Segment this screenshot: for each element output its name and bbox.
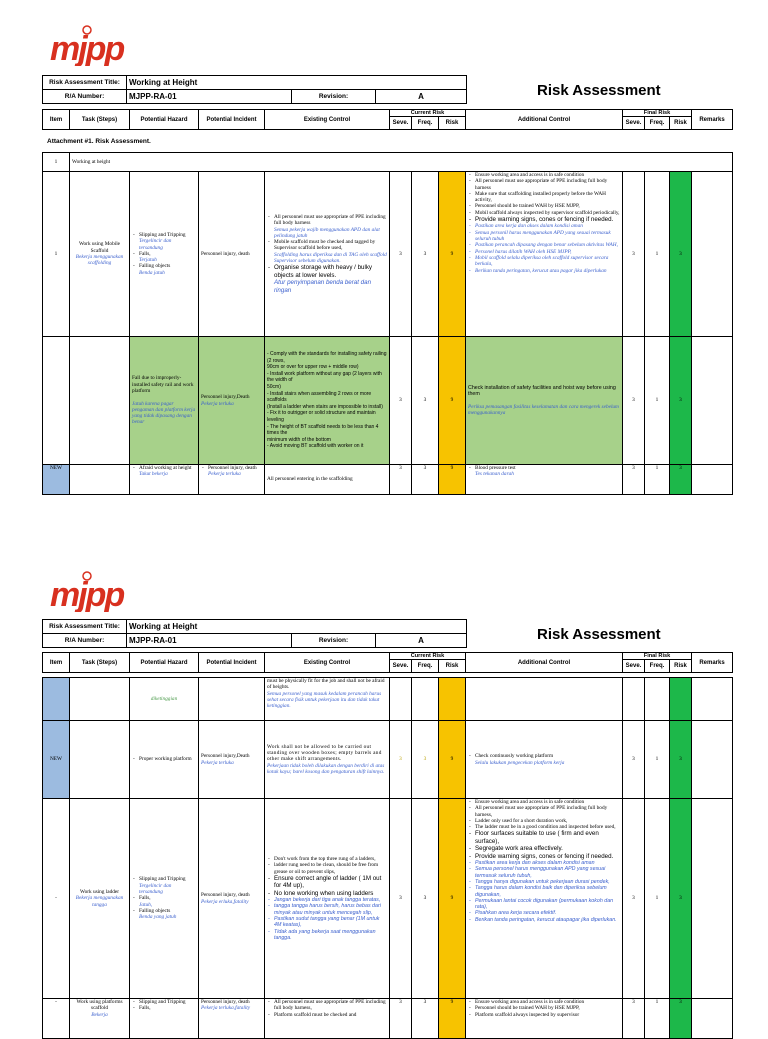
additional-cell: - Ensure working area and access is in safe condition - All personnel must use appropriate of PPE including full body harness - Make sure that scaffolding installed properly before the WAH activity, - Personnel should be trained WAH by HSE MJPP, - Mobil scaffold always inspected by supervisor scaffold periodically, - Provide warning signs, cones or fencing if needed. - Pastikan area kerja dan akses dalam kondisi aman - Semua personil harus menggunakan APD yang sesuai termasuk seluruh tubuh - Pastikan perancah dipasang dengan benar sebelum aktivitas WAH, - Personel harus dilatih WAH oleh HSE MJPP, - Mobil scaffold selalu diperiksa oleh scaffold supervisor secara berkala, - Berikan tanda peringatan, kerucut atau pagar jika diperlukan <box>466 172 623 337</box>
freq-cell: 3 <box>412 999 439 1039</box>
svg-text:mjpp: mjpp <box>50 30 124 66</box>
col-hazard: Potential Hazard <box>130 653 199 673</box>
col-remarks: Remarks <box>692 653 733 673</box>
document-title: Risk Assessment <box>537 626 661 643</box>
hazard-cell: - Afraid working at height Takut bekerja <box>130 465 199 495</box>
header-table <box>42 75 467 104</box>
col-final-freq: Freq. <box>645 660 670 673</box>
risk-cell: 9 <box>439 721 466 799</box>
col-remarks: Remarks <box>692 110 733 130</box>
final-seve-cell: 3 <box>623 172 645 337</box>
final-risk-cell: 3 <box>670 999 692 1039</box>
incident-cell: Personnel injury, death <box>199 172 265 337</box>
col-final-risk: Final Risk <box>623 653 692 660</box>
final-seve-cell: 3 <box>623 337 645 465</box>
col-item: Item <box>43 653 70 673</box>
final-freq-cell: 1 <box>645 465 670 495</box>
table-row <box>43 678 733 721</box>
risk-cell: 9 <box>439 465 466 495</box>
remarks-cell <box>692 799 733 999</box>
col-freq: Freq. <box>412 660 439 673</box>
final-risk-cell: 3 <box>670 799 692 999</box>
hazard-cell: - Slipping and Tripping - Falls, <box>130 999 199 1039</box>
title-value: Working at Height <box>127 620 467 634</box>
additional-cell: Check installation of safety facilities and hoist way before using them Periksa pemasangan fasilitas keselamatan dan cara mengerek sebelum menggunakannya <box>466 337 623 465</box>
incident-cell: Personnel injury,Death Pekerja terluka <box>199 721 265 799</box>
col-task: Task (Steps) <box>70 653 130 673</box>
task-cell <box>70 465 130 495</box>
ra-number-label: R/A Number: <box>43 634 127 648</box>
final-risk-cell: 3 <box>670 172 692 337</box>
company-logo <box>50 570 145 610</box>
control-cell: - All personnel must use appropriate of PPE including full body harness, - Platform scaffold must be checked and <box>265 999 390 1039</box>
col-final-risk: Final Risk <box>623 110 692 117</box>
task-cell <box>70 678 130 721</box>
col-seve: Seve. <box>390 660 412 673</box>
final-risk-cell: 3 <box>670 337 692 465</box>
task-cell: Work using platforms scaffold Bekerja <box>70 999 130 1039</box>
final-freq-cell: 1 <box>645 337 670 465</box>
hazard-cell: Fall due to improperly-installed safety rail and work platform Jatuh karena pagar pengaman dan platform kerja yang tidak dipasang dengan benar <box>130 337 199 465</box>
item-cell: 1 <box>43 172 70 337</box>
table-row <box>43 799 733 999</box>
table-row <box>43 465 733 495</box>
final-freq-cell: 1 <box>645 721 670 799</box>
final-freq-cell <box>645 678 670 721</box>
col-control: Existing Control <box>265 110 390 130</box>
ra-number-label: R/A Number: <box>43 90 127 104</box>
item-cell: NEW <box>43 465 70 495</box>
col-hazard: Potential Hazard <box>130 110 199 130</box>
remarks-cell <box>692 678 733 721</box>
revision-label: Revision: <box>292 90 376 104</box>
final-freq-cell: 1 <box>645 172 670 337</box>
col-incident: Potential Incident <box>199 110 265 130</box>
col-final-freq: Freq. <box>645 117 670 130</box>
company-logo <box>50 24 145 64</box>
col-freq: Freq. <box>412 117 439 130</box>
risk-cell: 9 <box>439 799 466 999</box>
incident-cell: Personnel injury, death Pekerja erluka,fatality <box>199 799 265 999</box>
col-current-risk: Current Risk <box>390 110 466 117</box>
additional-cell: - Ensure working area and access is in safe condition - All personnel must use appropriate of PPE including full body harness, - Ladder only used for a short duration work, - The ladder must be in a good condition and inspected before used, - Floor surfaces suitable to use ( firm and even surface), - Segregate work area effectively. - Provide warning signs, cones or fencing if needed. - Pastikan area kerja dan akses dalam kondisi aman - Semua personel harus menggunakan APD yang sesuai termasuk seluruh tubuh, - Tangga hanya digunakan untuk pekerjaan durasi pendek, - Tangga harus dalam kondisi baik dan diperiksa sebelum digunakan, - Permukaan lantai cocok digunakan (permukaan kokoh dan rata), - Pisahkan area kerja secara efektif. - Berikan tanda peringatan, kerucut ataupagar jika diperlukan. <box>466 799 623 999</box>
col-risk: Risk <box>439 117 466 130</box>
control-cell: Work shall not be allowed to be carried out standing over wooden boxes; empty barrels and other make shift arrangements. Pekerjaan tidak boleh dilakukan dengan berdiri di atas kotak kayu; barel kosong dan pengaturan shift lainnya. <box>265 721 390 799</box>
freq-cell: 3 <box>412 172 439 337</box>
freq-cell: 3 <box>412 799 439 999</box>
col-additional: Additional Control <box>466 110 623 130</box>
control-cell: - Don't work from the top three rung of a ladders, - ladder rung need to be clean, should be free from grease or oil to prevent slips, - Ensure correct angle of ladder ( 1M out for 4M up), - No lone working when using ladders - Jangan bekerja dari tiga anak tangga teratas, - tangga tangga harus bersih, harus bebas dari minyak atau minyak untuk mencegah slip, - Pastikan sudut tangga yang benar (1M untuk 4M keatas), - Tidak ada yang bekerja saat menggunakan tangga. <box>265 799 390 999</box>
seve-cell: 3 <box>390 999 412 1039</box>
table-row <box>43 721 733 799</box>
table-row <box>43 999 733 1039</box>
remarks-cell <box>692 721 733 799</box>
hazard-cell: - Slipping and Tripping Tergelincir dan tersandung - Falls, Jatuh, - Falling objects Benda yang jatuh <box>130 799 199 999</box>
col-item: Item <box>43 110 70 130</box>
control-cell: All personnel entering in the scaffolding <box>265 465 390 495</box>
revision-label: Revision: <box>292 634 376 648</box>
final-seve-cell: 3 <box>623 465 645 495</box>
risk-table-page1 <box>42 152 733 495</box>
col-seve: Seve. <box>390 117 412 130</box>
task-cell <box>70 721 130 799</box>
hazard-cell: - Slipping and Tripping Tergelincir dan tersandung - Falls, Terjatuh - Falling objects Benda jatuh <box>130 172 199 337</box>
freq-cell: 3 <box>412 465 439 495</box>
seve-cell: 3 <box>390 172 412 337</box>
additional-cell: - Ensure working area and access is in safe condition - Personnel should be trained WAH by HSE MJPP, - Platform scaffold always inspected by supervisor <box>466 999 623 1039</box>
final-seve-cell: 3 <box>623 799 645 999</box>
item-cell <box>43 678 70 721</box>
ra-number-value: MJPP-RA-01 <box>127 634 292 648</box>
item-cell <box>43 337 70 465</box>
header-table <box>42 619 467 648</box>
incident-cell: Personnel injury,Death Pekerja terluka <box>199 337 265 465</box>
additional-cell: - Check continuosly working platform Selalu lakukan pengecekan platform kerja <box>466 721 623 799</box>
table-row <box>43 337 733 465</box>
task-cell: Work using ladder Bekerja menggunakan tangga <box>70 799 130 999</box>
incident-cell: - Personnel injury, death Pekerja terluka <box>199 465 265 495</box>
incident-cell <box>199 678 265 721</box>
final-freq-cell: 1 <box>645 999 670 1039</box>
freq-cell <box>412 678 439 721</box>
task-cell: Work using Mobile Scaffold Bekerja menggunakan scaffolding <box>70 172 130 337</box>
remarks-cell <box>692 465 733 495</box>
revision-value: A <box>376 90 467 104</box>
item-cell: - <box>43 999 70 1039</box>
seve-cell <box>390 678 412 721</box>
column-header <box>42 109 733 130</box>
final-risk-cell: 3 <box>670 721 692 799</box>
remarks-cell <box>692 337 733 465</box>
title-label: Risk Assessment Title: <box>43 76 127 90</box>
col-current-risk: Current Risk <box>390 653 466 660</box>
risk-table-page2 <box>42 677 733 1039</box>
seve-cell: 3 <box>390 337 412 465</box>
remarks-cell <box>692 172 733 337</box>
seve-cell: 3 <box>390 799 412 999</box>
item-cell: NEW <box>43 721 70 799</box>
freq-cell: 3 <box>412 337 439 465</box>
table-row-item: 1 <box>43 153 70 172</box>
attachment-label: Attachment #1. Risk Assessment. <box>47 138 151 145</box>
svg-text:mjpp: mjpp <box>50 576 124 612</box>
final-seve-cell: 3 <box>623 999 645 1039</box>
control-cell: - All personnel must use appropriate of PPE including full body harness Semua pekerja wajib menggunakan APD dan alat pelindung jatuh - Mobile scaffold must be checked and tagged by Supervisor scaffold before used, Scaffolding harus diperiksa dan di TAG oleh scaffold Supervisor sebelum digunakan. - Organise storage with heavy / bulky objects at lower levels. Atur penyimpanan benda berat dan ringan <box>265 172 390 337</box>
additional-cell: - Blood pressure test Tes tekanan darah <box>466 465 623 495</box>
seve-cell: 3 <box>390 465 412 495</box>
document-title: Risk Assessment <box>537 82 661 99</box>
ra-number-value: MJPP-RA-01 <box>127 90 292 104</box>
final-risk-cell: 3 <box>670 465 692 495</box>
col-final-risk-sub: Risk <box>670 660 692 673</box>
title-value: Working at Height <box>127 76 467 90</box>
final-seve-cell <box>623 678 645 721</box>
table-row <box>43 172 733 337</box>
control-cell: - Comply with the standards for installing safety railing (2 rows, 90cm or over for upper row + middle row) - Install work platform without any gap (2 layers with the width of 50cm) - Install stairs when assembling 2 rows or more scaffolds (Install a ladder when stairs are impossible to install) - Fix it to outrigger or solid structure and maintain leveling - The height of BT scaffold needs to be less than 4 times the minimum width of the bottom - Avoid moving BT scaffold with worker on it <box>265 337 390 465</box>
col-incident: Potential Incident <box>199 653 265 673</box>
hazard-cell: diketinggian <box>130 678 199 721</box>
col-final-risk-sub: Risk <box>670 117 692 130</box>
seve-cell: 3 <box>390 721 412 799</box>
col-final-seve: Seve. <box>623 660 645 673</box>
revision-value: A <box>376 634 467 648</box>
control-cell: must be physically fit for the job and shall not be afraid of heights. Semua personel yang masuk kedalam perancah harus sehat secara fisik untuk pekerjaan itu dan tidak takut ketinggian. <box>265 678 390 721</box>
risk-cell: 9 <box>439 337 466 465</box>
column-header <box>42 652 733 673</box>
freq-cell: 3 <box>412 721 439 799</box>
col-risk: Risk <box>439 660 466 673</box>
final-seve-cell: 3 <box>623 721 645 799</box>
remarks-cell <box>692 999 733 1039</box>
table-row-task: Working at height <box>70 153 733 172</box>
title-label: Risk Assessment Title: <box>43 620 127 634</box>
col-final-seve: Seve. <box>623 117 645 130</box>
task-cell <box>70 337 130 465</box>
item-cell: - <box>43 799 70 999</box>
risk-cell: 9 <box>439 172 466 337</box>
risk-cell: 9 <box>439 999 466 1039</box>
col-additional: Additional Control <box>466 653 623 673</box>
final-freq-cell: 1 <box>645 799 670 999</box>
col-control: Existing Control <box>265 653 390 673</box>
final-risk-cell <box>670 678 692 721</box>
risk-cell <box>439 678 466 721</box>
incident-cell: Personnel injury, death Pekerja terluka,fatality <box>199 999 265 1039</box>
hazard-cell: - Proper working platform <box>130 721 199 799</box>
col-task: Task (Steps) <box>70 110 130 130</box>
additional-cell <box>466 678 623 721</box>
